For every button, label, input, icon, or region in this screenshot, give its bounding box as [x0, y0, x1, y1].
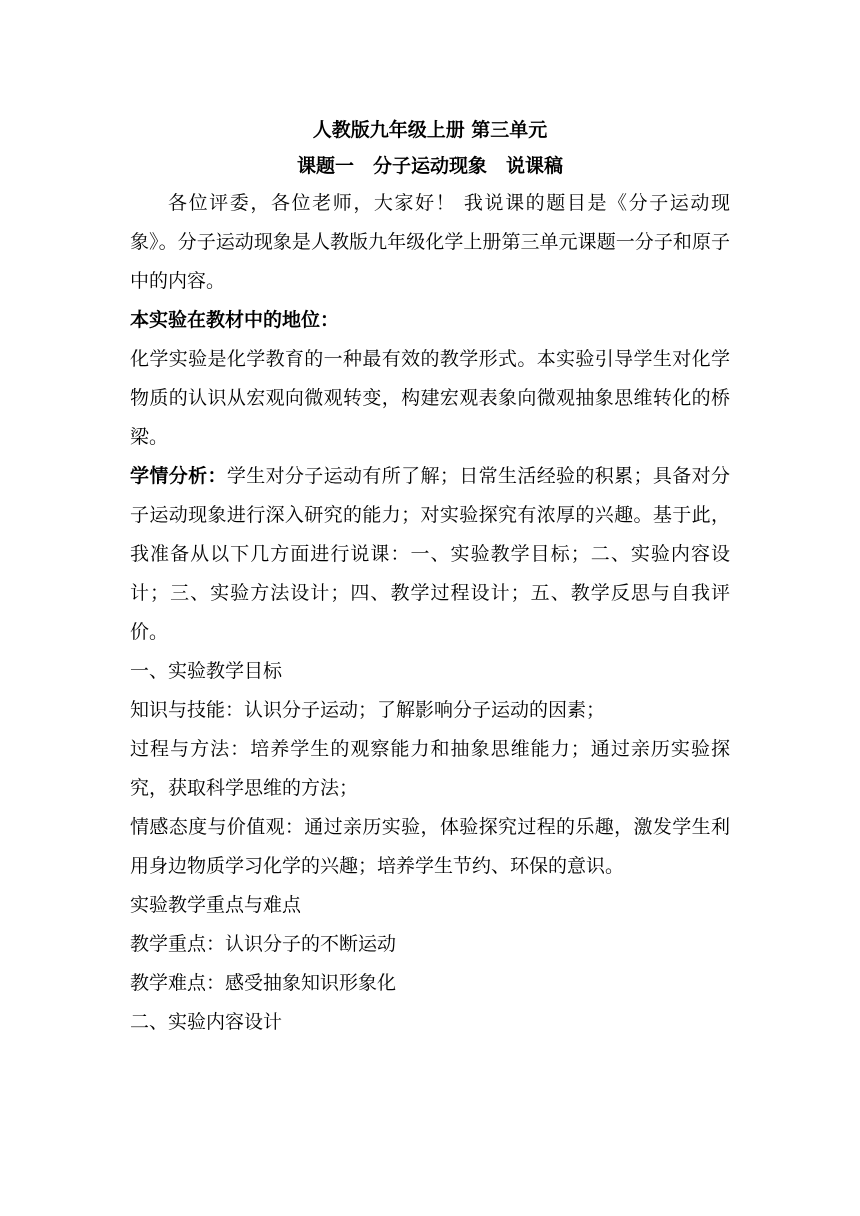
analysis-label: 学情分析：: [130, 465, 227, 487]
focus-difficulty: 教学难点：感受抽象知识形象化: [130, 972, 397, 994]
goals-emotion: 情感态度与价值观：通过亲历实验，体验探究过程的乐趣，激发学生利用身边物质学习化学的兴趣；培养学生节约、环保的意识。: [130, 816, 730, 877]
analysis-body: 学生对分子运动有所了解；日常生活经验的积累；具备对分子运动现象进行深入研究的能力；对实验探究有浓厚的兴趣。基于此，我准备从以下几方面进行说课：一、实验教学目标；二、实验内容设计；三、实验方法设计；四、教学过程设计；五、教学反思与自我评价。: [130, 465, 730, 643]
position-heading: 本实验在教材中的地位：: [130, 309, 340, 331]
document-title-line2: 课题一 分子运动现象 说课稿: [296, 155, 563, 177]
focus-heading: 实验教学重点与难点: [130, 894, 302, 916]
intro-paragraph: 各位评委，各位老师，大家好！ 我说课的题目是《分子运动现象》。分子运动现象是人教版九年级化学上册第三单元课题一分子和原子中的内容。: [130, 192, 730, 292]
goals-heading: 一、实验教学目标: [130, 660, 283, 682]
content-heading: 二、实验内容设计: [130, 1011, 283, 1033]
document-title-line1: 人教版九年级上册 第三单元: [312, 119, 548, 141]
position-paragraph: 化学实验是化学教育的一种最有效的教学形式。本实验引导学生对化学物质的认识从宏观向微观转变，构建宏观表象向微观抽象思维转化的桥梁。: [130, 348, 730, 448]
goals-process: 过程与方法：培养学生的观察能力和抽象思维能力；通过亲历实验探究，获取科学思维的方法；: [130, 738, 730, 799]
goals-knowledge: 知识与技能：认识分子运动；了解影响分子运动的因素；: [130, 699, 606, 721]
document-page: [130, 112, 730, 1042]
focus-key-point: 教学重点：认识分子的不断运动: [130, 933, 397, 955]
analysis-paragraph: [130, 457, 730, 652]
